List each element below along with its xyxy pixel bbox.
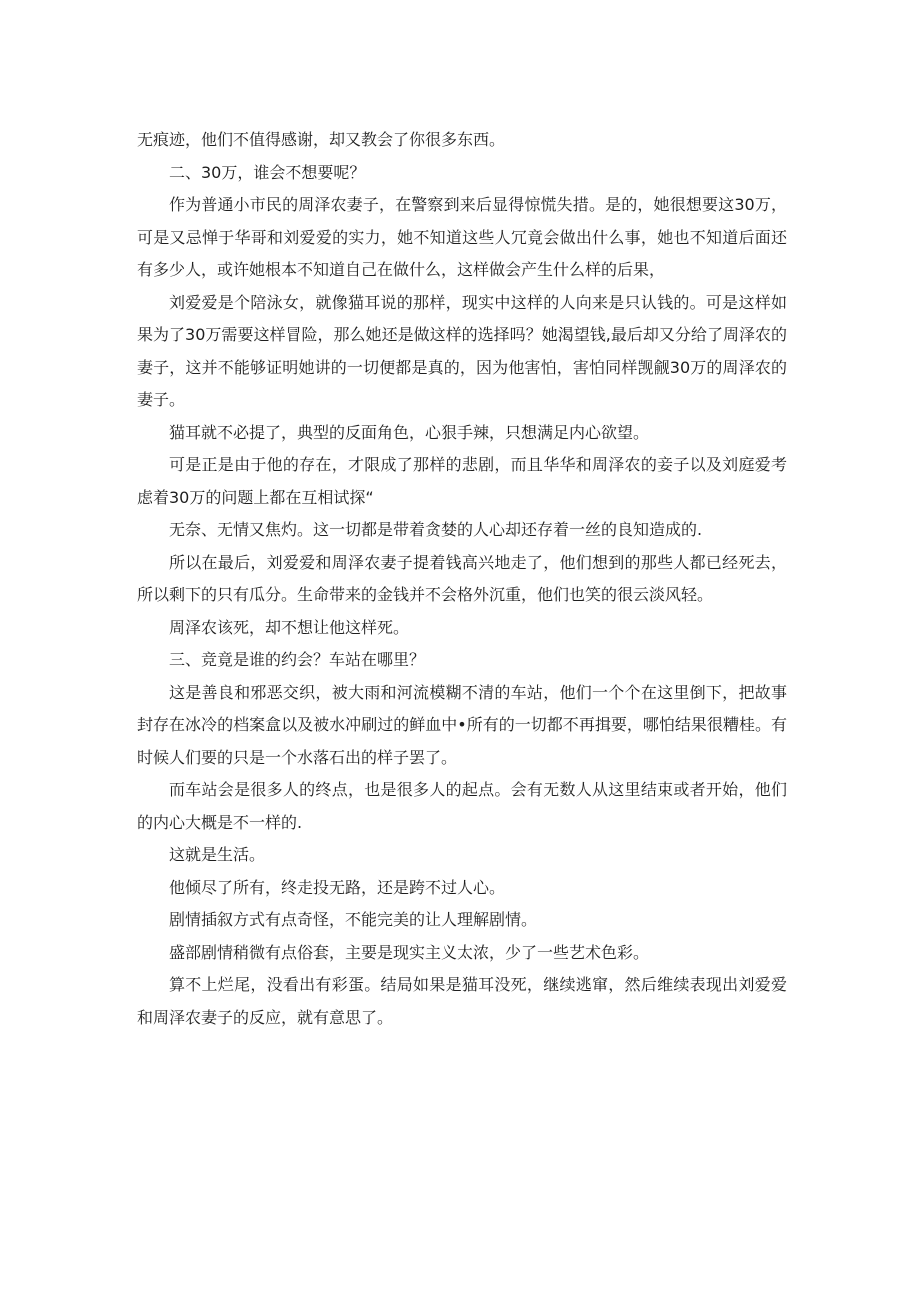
paragraph: 这是善良和邪恶交织，被大雨和河流模糊不清的车站，他们一个个在这里倒下，把故事封存在冰冷的档案盒以及被水冲刷过的鲜血中•所有的一切都不再揖要，哪怕结果很糟桂。有时候人们要的只是一个水落石出的样子罢了。 bbox=[137, 682, 787, 767]
paragraph: 刘爱爱是个陪泳女，就像猫耳说的那样，现实中这样的人向来是只认钱的。可是这样如果为了30万需要这样冒险，那么她还是做这样的选择吗？她渴望钱,最后却又分给了周泽农的妻子，这并不能够证明她讲的一切便都是真的，因为他害怕，害怕同样觊觎30万的周泽农的妻子。 bbox=[137, 292, 787, 409]
paragraph: 猫耳就不必提了，典型的反面角色，心狠手辣，只想满足内心欲望。 bbox=[169, 422, 650, 442]
paragraph: 作为普通小市民的周泽农妻子，在警察到来后显得惊慌失措。是的，她很想要这30万，可是又忌惮于华哥和刘爱爱的实力，她不知道这些人冗竟会做出什么事，她也不知道后面还有多少人，或许她根本不知道自己在做什么，这样做会产生什么样的后果， bbox=[137, 195, 787, 279]
section-heading-3: 三、竞竟是谁的约会？车站在哪里？ bbox=[169, 650, 426, 669]
paragraph: 盛部剧情稍微有点俗套，主要是现实主义太浓，少了一些艺术色彩。 bbox=[169, 942, 650, 962]
paragraph: 这就是生活。 bbox=[169, 845, 266, 864]
section-heading-2: 二、30万，谁会不想要呢？ bbox=[169, 162, 366, 182]
paragraph: 而车站会是很多人的终点，也是很多人的起点。会有无数人从这里结束或者开始，他们的内心大概是不一样的. bbox=[137, 780, 787, 832]
document-body bbox=[137, 124, 787, 1034]
paragraph: 无奈、无情又焦灼。这一切都是带着贪婪的人心却还存着一丝的良知造成的. bbox=[169, 520, 703, 539]
paragraph: 所以在最后，刘爱爱和周泽农妻子提着钱高兴地走了，他们想到的那些人都已经死去，所以剩下的只有瓜分。生命带来的金钱并不会格外沉重，他们也笑的很云淡风轻。 bbox=[137, 552, 787, 604]
paragraph: 他倾尽了所有，终走投无路，还是跨不过人心。 bbox=[169, 877, 506, 897]
paragraph: 周泽农该死，却不想让他这样死。 bbox=[169, 617, 410, 637]
paragraph: 算不上烂尾，没看出有彩蛋。结局如果是猫耳没死，继续逃窜，然后维续表现出刘爱爱和周泽农妻子的反应，就有意思了。 bbox=[137, 975, 787, 1027]
paragraph: 可是正是由于他的存在，才限成了那样的悲剧，而且华华和周泽农的妾子以及刘庭爱考虑着30万的问题上都在互相试探“ bbox=[137, 455, 787, 507]
paragraph-continuation: 无痕迹，他们不值得感谢，却又教会了你很多东西。 bbox=[137, 130, 506, 149]
paragraph: 剧情插叙方式有点奇怪，不能完美的让人理解剧情。 bbox=[169, 910, 538, 929]
